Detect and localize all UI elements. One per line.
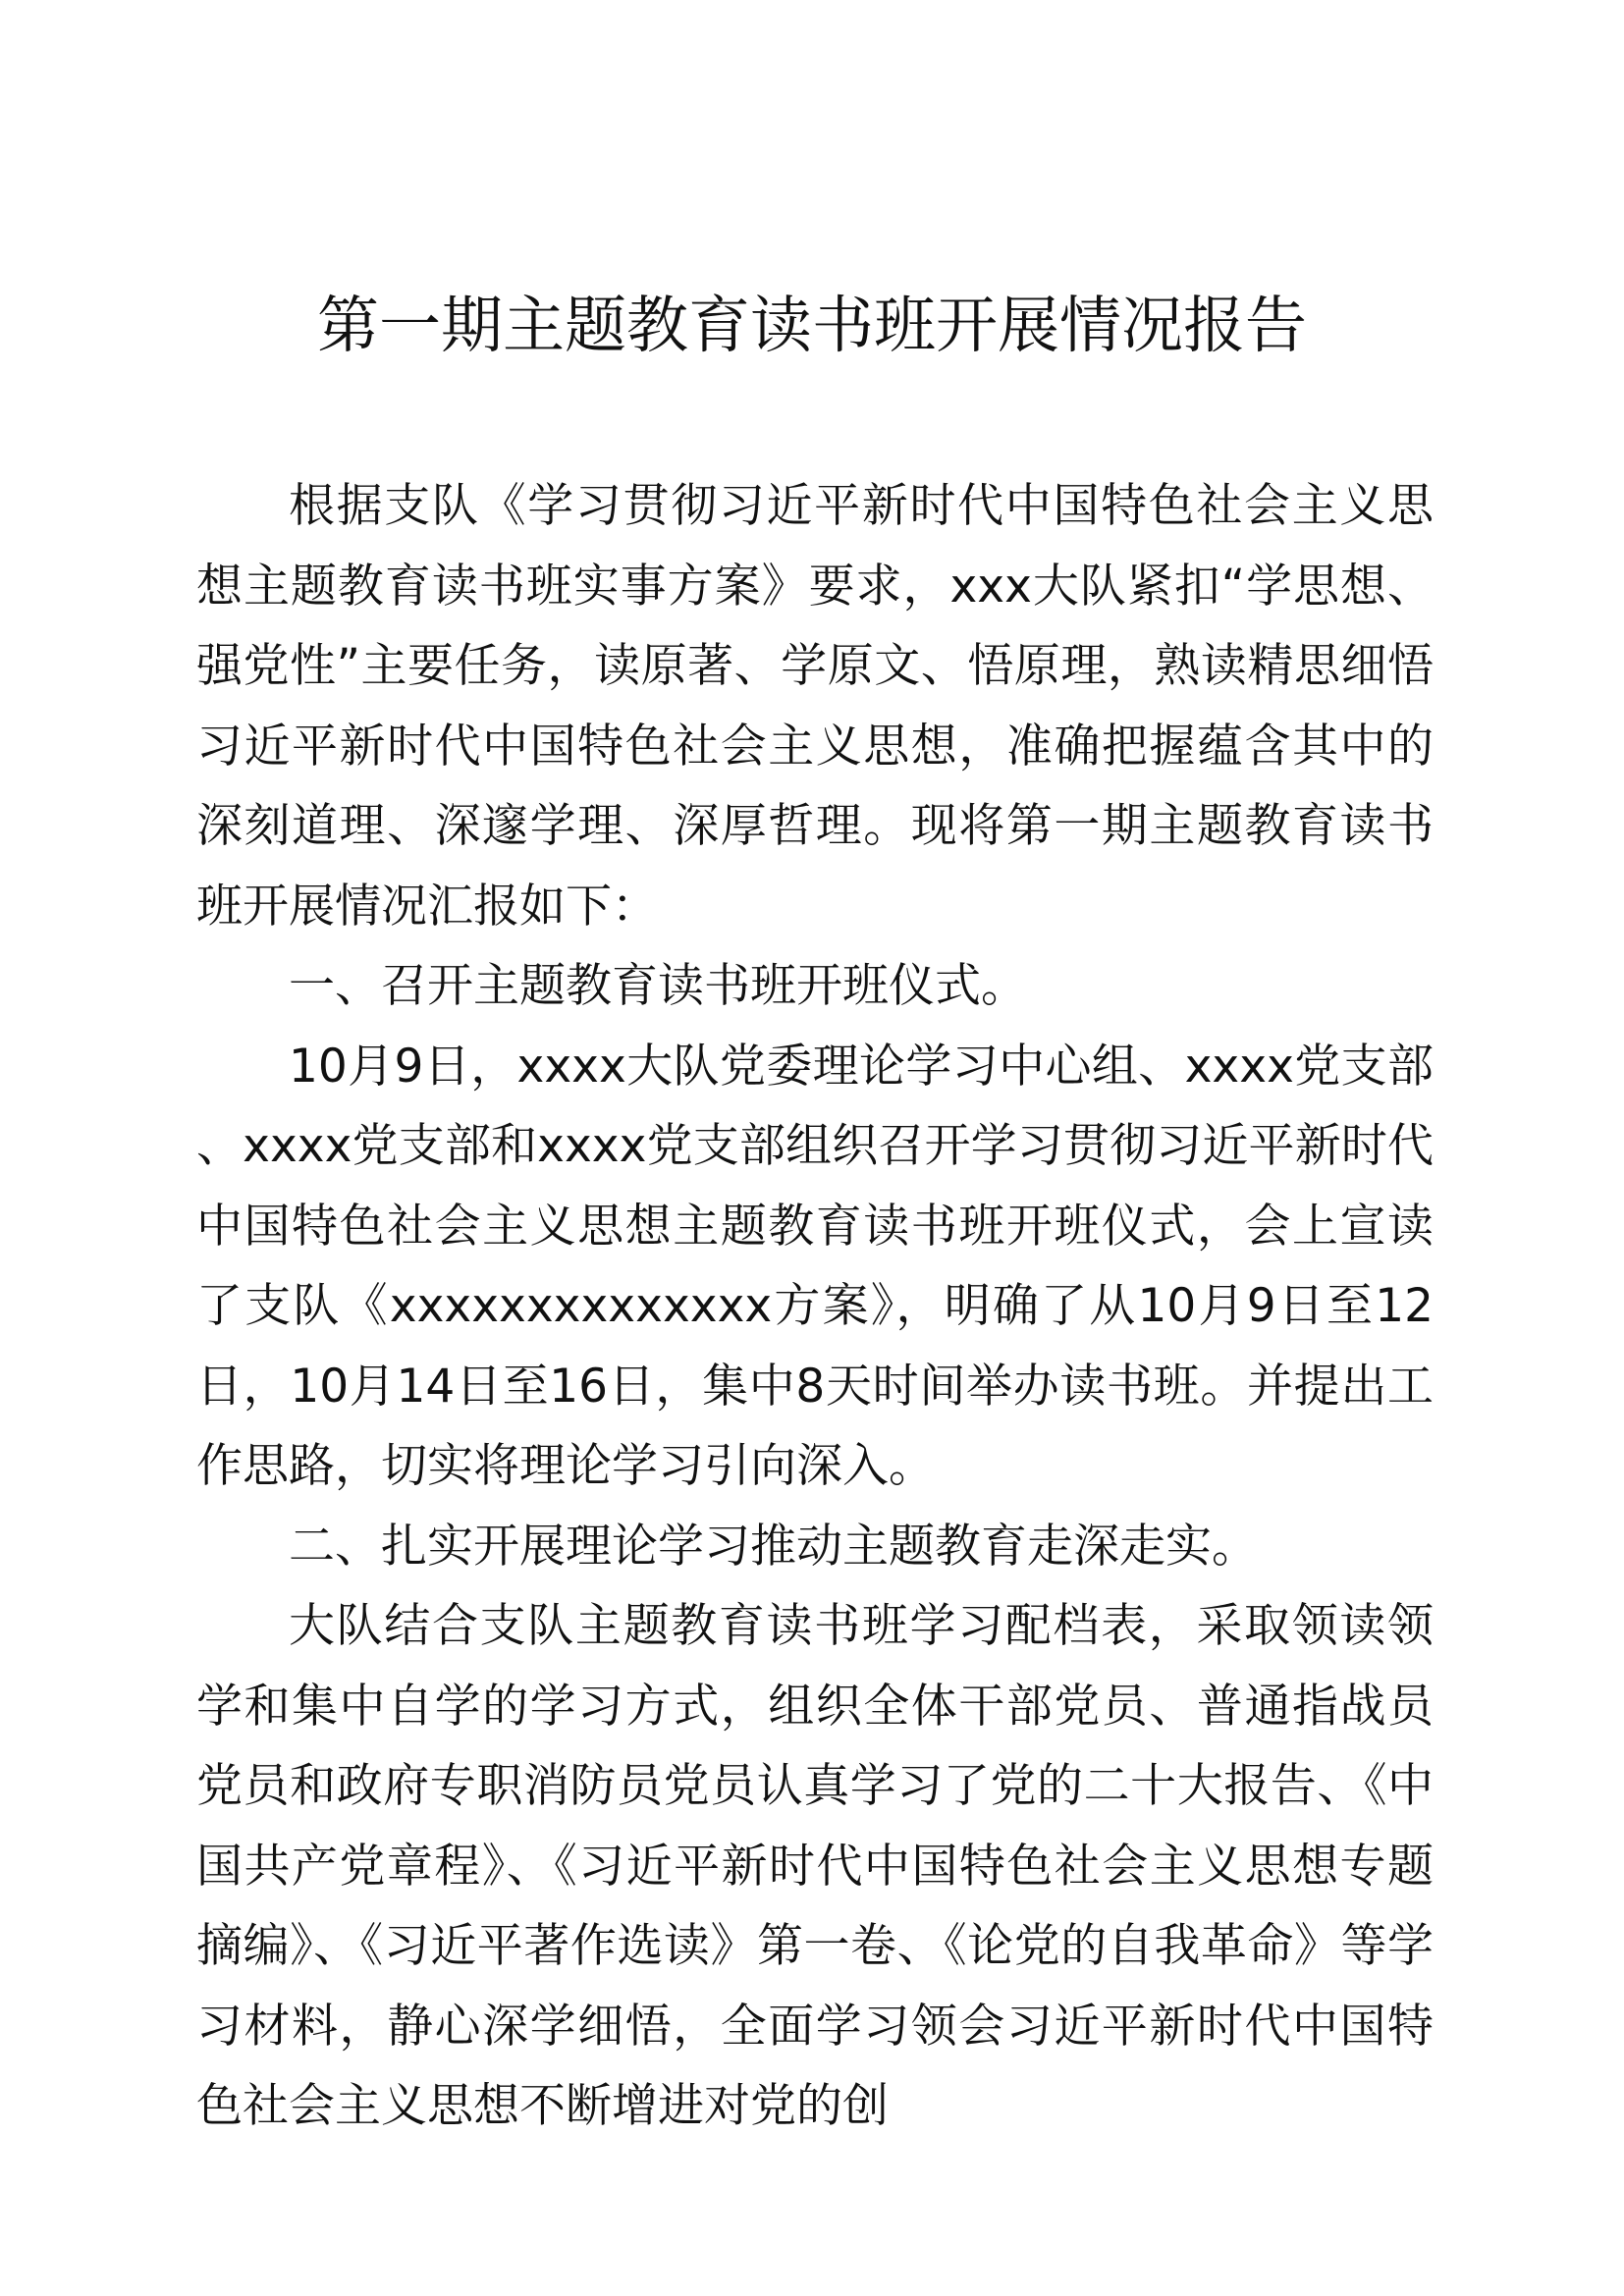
paragraph-study-activities: 大队结合支队主题教育读书班学习配档表，采取领读领学和集中自学的学习方式，组织全体干部党员、普通指战员党员和政府专职消防员党员认真学习了党的二十大报告、《中国共产党章程》、《习近平新时代中国特色社会主义思想专题摘编》、《习近平著作选读》第一卷、《论党的自我革命》等学习材料，静心深学细悟，全面学习领会习近平新时代中国特色社会主义思想不断增进对党的创 bbox=[196, 1599, 1434, 2133]
section-heading-2: 二、扎实开展理论学习推动主题教育走深走实。 bbox=[289, 1519, 1258, 1574]
paragraph-intro: 根据支队《学习贯彻习近平新时代中国特色社会主义思想主题教育读书班实事方案》要求，xxx大队紧扣“学思想、强党性”主要任务，读原著、学原文、悟原理，熟读精思细悟习近平新时代中国特色社会主义思想，准确把握蕴含其中的深刻道理、深邃学理、深厚哲理。现将第一期主题教育读书班开展情况汇报如下： bbox=[196, 479, 1434, 934]
document-title: 第一期主题教育读书班开展情况报告 bbox=[317, 290, 1307, 361]
section-heading-1: 一、召开主题教育读书班开班仪式。 bbox=[289, 959, 1027, 1013]
paragraph-opening-ceremony: 10月9日，xxxx大队党委理论学习中心组、xxxx党支部 、xxxx党支部和xxxx党支部组织召开学习贯彻习近平新时代中国特色社会主义思想主题教育读书班开班仪式，会上宣读了支队《xxxxxxxxxxxxxx方案》，明确了从10月9日至12日，10月14日至16日，集中8天时间举办读书班。并提出工作思路，切实将理论学习引向深入。 bbox=[196, 1039, 1434, 1493]
document-body bbox=[196, 466, 1434, 2147]
